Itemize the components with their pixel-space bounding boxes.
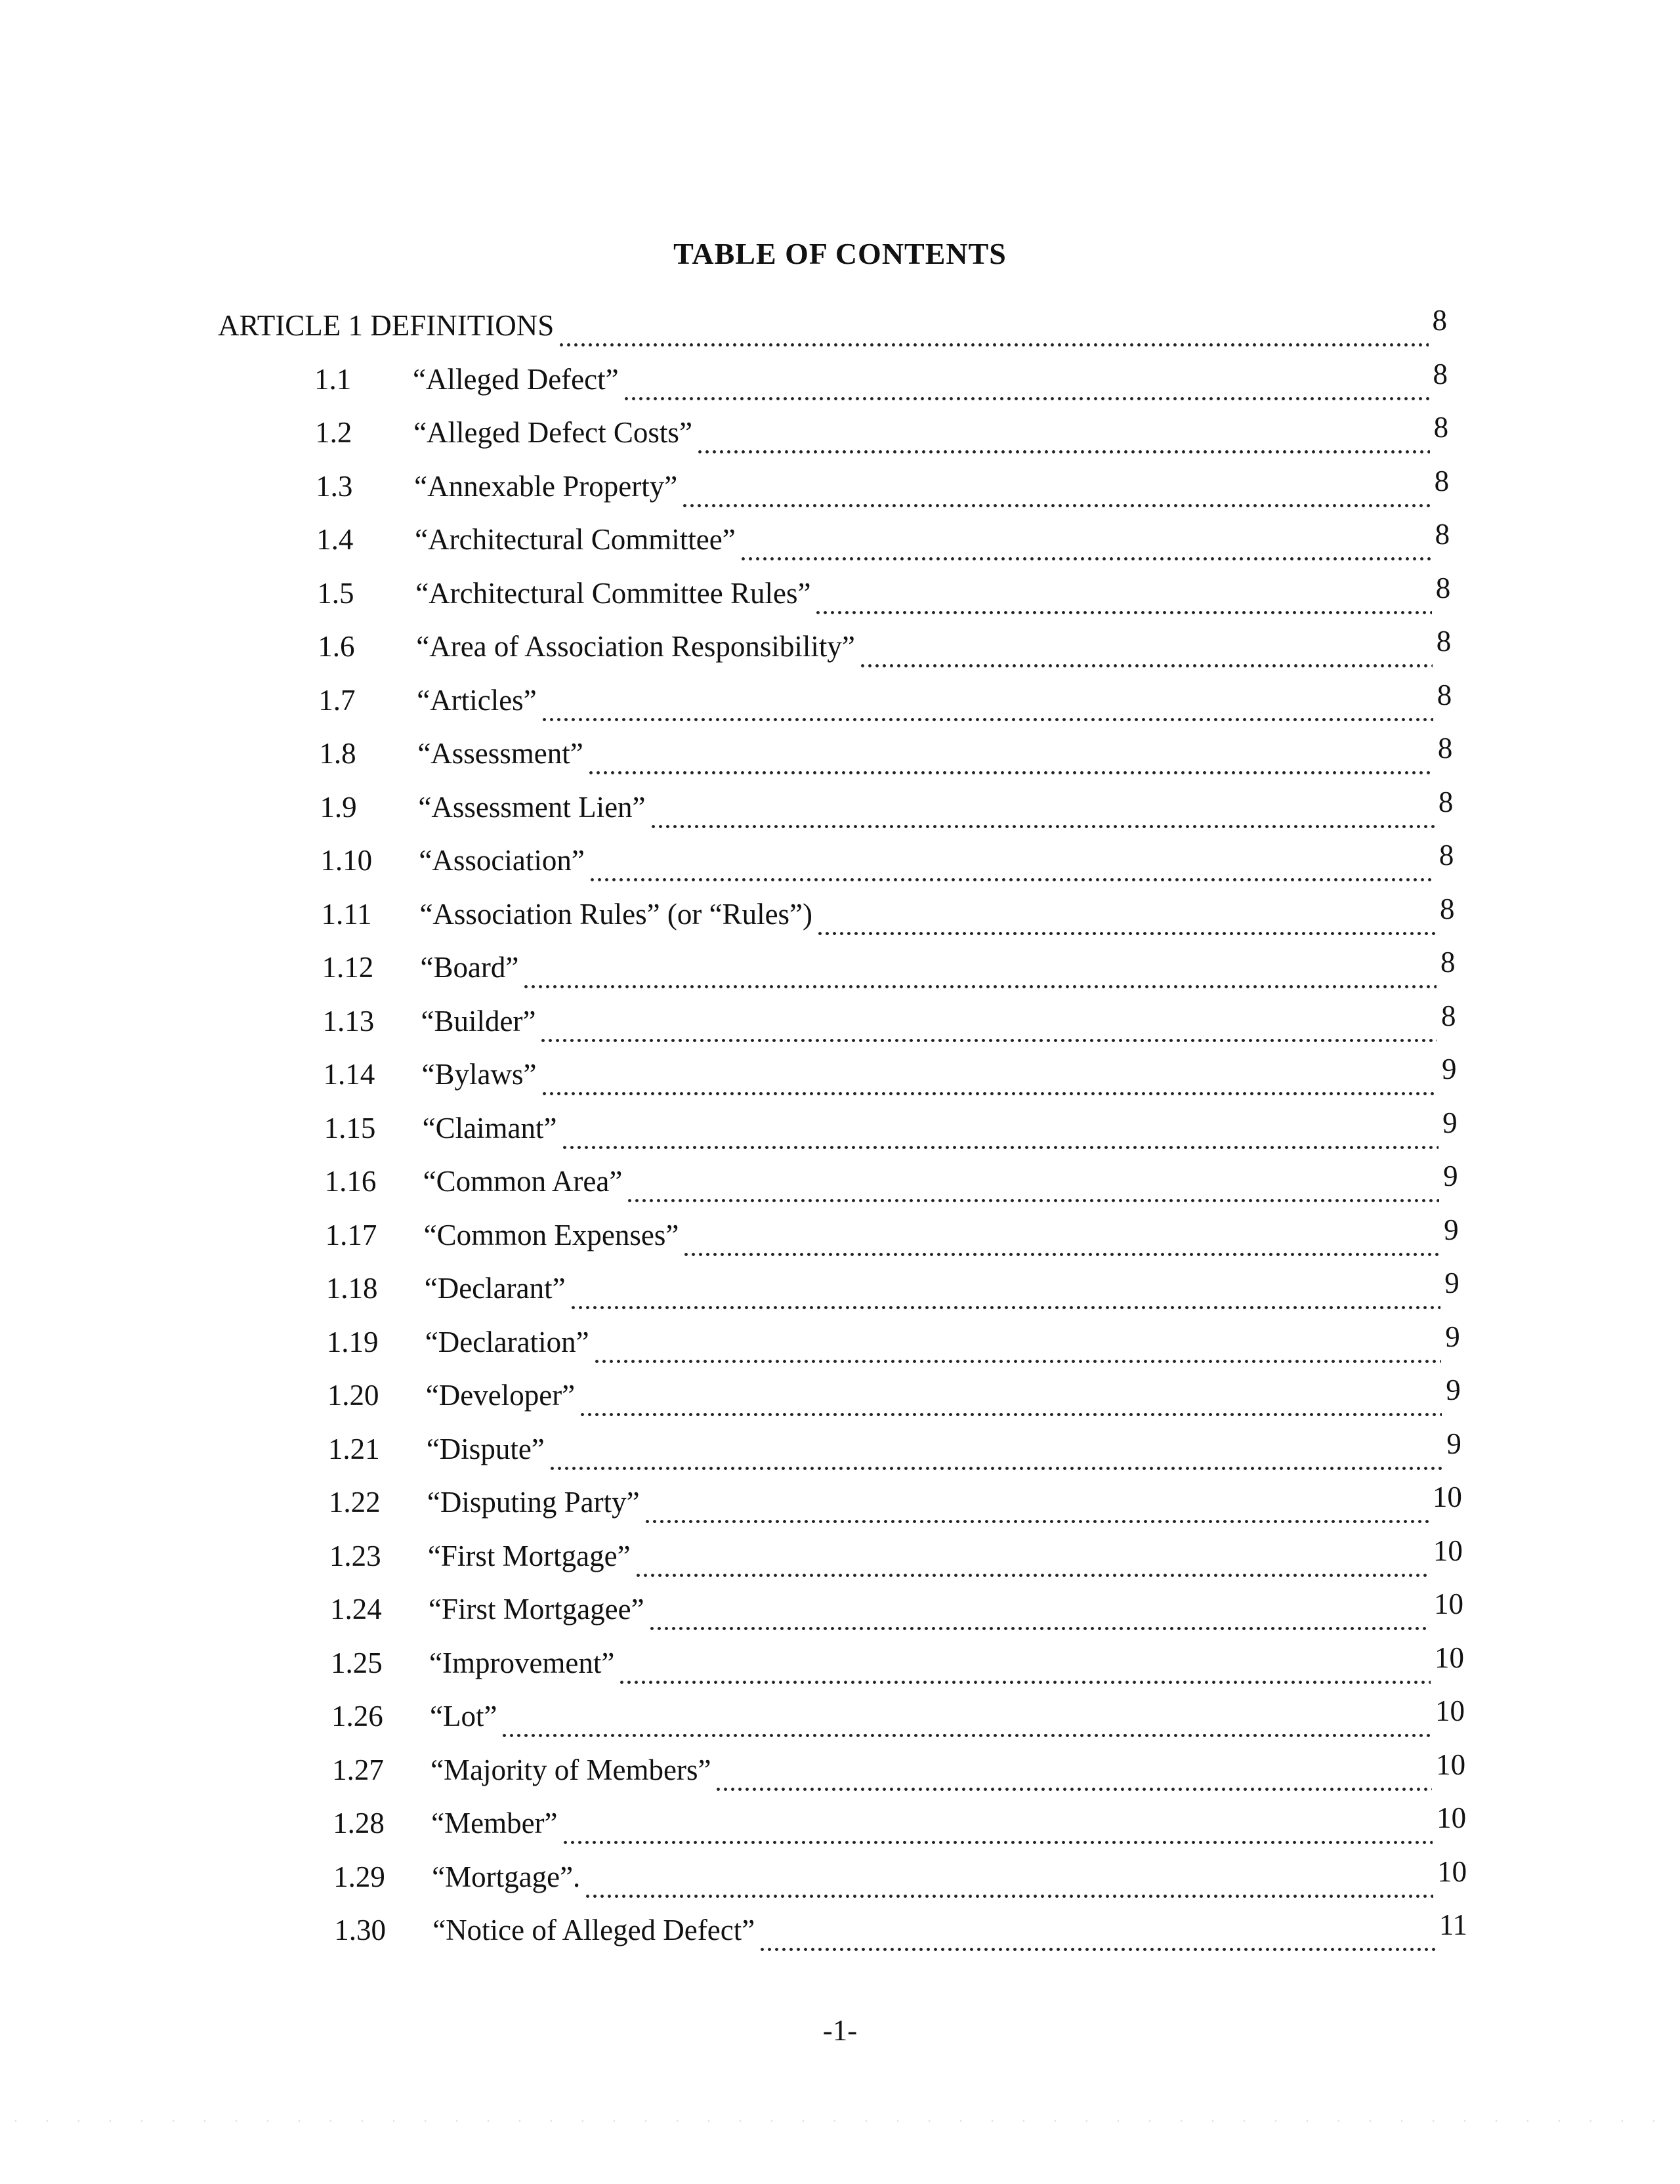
toc-entry-label: “Declaration” (425, 1325, 589, 1358)
toc-entry-label: “Alleged Defect Costs” (413, 416, 692, 449)
toc-page-number: 9 (1446, 1374, 1461, 1406)
toc-entry-label: “Alleged Defect” (413, 362, 619, 396)
toc-page-number: 8 (1435, 518, 1450, 551)
dot-leader (522, 963, 1437, 990)
toc-section-number: 1.24 (329, 1593, 382, 1626)
toc-section-number: 1.4 (316, 523, 354, 556)
toc-section-number: 1.28 (333, 1807, 385, 1839)
toc-page-number: 8 (1438, 785, 1454, 818)
dot-leader (696, 429, 1430, 455)
toc-page-number: 9 (1442, 1053, 1457, 1085)
toc-section-row (326, 1320, 1460, 1364)
toc-page-number: 9 (1443, 1160, 1458, 1192)
toc-section-row (333, 1855, 1467, 1899)
toc-page-number: 8 (1437, 678, 1452, 711)
toc-section-number: 1.10 (320, 844, 373, 877)
toc-section-number: 1.7 (318, 683, 356, 717)
toc-page-number: 8 (1436, 625, 1452, 658)
toc-entry-label: “Disputing Party” (427, 1486, 640, 1519)
toc-page-number: 9 (1445, 1320, 1460, 1353)
toc-page-number: 10 (1437, 1801, 1467, 1834)
dot-leader (814, 589, 1431, 616)
dot-leader (589, 856, 1435, 883)
toc-section-number: 1.26 (331, 1700, 383, 1732)
toc-section-number: 1.18 (326, 1272, 378, 1305)
dot-leader (816, 910, 1436, 936)
toc-entry-label: “Declarant” (424, 1272, 566, 1305)
dot-leader (570, 1284, 1441, 1311)
toc-page-number: 9 (1446, 1427, 1461, 1460)
toc-section-row (332, 1748, 1466, 1792)
toc-section-row (319, 732, 1453, 776)
toc-entry-label: “Bylaws” (421, 1058, 537, 1091)
toc-page-number: 8 (1434, 464, 1450, 497)
toc-entry-label: “Mortgage”. (432, 1860, 581, 1893)
toc-section-row (323, 1053, 1457, 1097)
toc-section-row (326, 1267, 1460, 1311)
toc-page-number: 10 (1433, 1587, 1463, 1620)
toc-page-number: 8 (1433, 357, 1448, 390)
toc-page-number: 10 (1436, 1748, 1466, 1781)
toc-section-number: 1.21 (327, 1432, 380, 1465)
toc-section-number: 1.11 (321, 897, 372, 931)
toc-section-number: 1.19 (326, 1325, 379, 1358)
toc-entry-label: “Builder” (421, 1004, 536, 1038)
toc-section-number: 1.14 (323, 1058, 375, 1091)
toc-section-row (329, 1534, 1463, 1578)
toc-page-number: 9 (1442, 1106, 1458, 1139)
toc-page-number: 9 (1444, 1267, 1460, 1299)
toc-page-number: 8 (1435, 571, 1451, 604)
toc-page-number: 8 (1432, 304, 1447, 337)
toc-page-number: 8 (1441, 999, 1456, 1032)
toc-section-number: 1.5 (317, 576, 354, 610)
toc-section-number: 1.20 (327, 1379, 379, 1412)
dot-leader (579, 1391, 1442, 1418)
toc-section-number: 1.13 (322, 1004, 375, 1038)
toc-section-row (328, 1480, 1462, 1524)
toc-page-number: 10 (1435, 1694, 1465, 1727)
dot-leader (644, 1498, 1429, 1524)
dot-leader (682, 1231, 1440, 1257)
toc-entry-label: “Improvement” (429, 1646, 615, 1679)
toc-entry-label: “Area of Association Responsibility” (416, 630, 855, 663)
toc-section-row (318, 678, 1452, 723)
toc-entry-label: “Architectural Committee” (415, 523, 736, 556)
toc-section-row (329, 1587, 1463, 1631)
toc-entry-label: “Dispute” (426, 1432, 545, 1465)
toc-section-number: 1.2 (315, 416, 352, 449)
toc-section-number: 1.25 (331, 1646, 383, 1679)
toc-section-row (316, 518, 1450, 562)
dot-leader (562, 1819, 1433, 1845)
toc-section-row (325, 1213, 1459, 1257)
toc-entry-label: “First Mortgagee” (428, 1593, 644, 1626)
toc-entry-label: “Common Expenses” (423, 1218, 679, 1251)
toc-entry-label: “Annexable Property” (414, 469, 678, 503)
toc-section-number: 1.17 (325, 1218, 377, 1251)
dot-leader (618, 1659, 1431, 1685)
dot-leader (740, 536, 1431, 562)
toc-section-row (324, 1160, 1458, 1204)
toc-page-number: 8 (1438, 839, 1454, 872)
toc-section-row (331, 1694, 1465, 1738)
toc-section-row (318, 625, 1452, 669)
toc-section-row (322, 999, 1456, 1043)
dot-leader (759, 1926, 1435, 1952)
toc-section-row (320, 839, 1454, 883)
dot-leader (587, 749, 1434, 776)
dot-leader (539, 1017, 1437, 1043)
toc-page-number: 11 (1438, 1908, 1468, 1941)
toc-entry-label: “Notice of Alleged Defect” (432, 1914, 755, 1946)
dot-leader (648, 1605, 1430, 1631)
toc-entry-label: “Majority of Members” (430, 1753, 711, 1786)
dot-leader (635, 1552, 1429, 1578)
toc-entry-label: “Architectural Committee Rules” (415, 576, 811, 610)
toc-section-number: 1.29 (333, 1860, 385, 1893)
toc-entry-label: “Assessment Lien” (418, 790, 646, 824)
page-number-footer: -1- (822, 2014, 858, 2047)
toc-entry-label: “Association Rules” (or “Rules”) (419, 897, 813, 931)
dot-leader (549, 1445, 1443, 1471)
dot-leader (715, 1766, 1432, 1792)
toc-section-row (324, 1106, 1458, 1150)
toc-section-number: 1.16 (324, 1165, 377, 1198)
dot-leader (558, 322, 1428, 348)
dot-leader (561, 1124, 1439, 1150)
toc-page-number: 10 (1433, 1534, 1463, 1567)
dot-leader (593, 1338, 1442, 1364)
toc-page-number: 8 (1437, 732, 1453, 765)
dot-leader (681, 482, 1430, 509)
toc-section-row (321, 892, 1455, 936)
toc-entry-label: “Lot” (430, 1700, 497, 1732)
toc-entry-label: “Developer” (425, 1379, 576, 1412)
toc-section-number: 1.22 (328, 1486, 381, 1519)
toc-page-number: 9 (1444, 1213, 1459, 1246)
dot-leader (584, 1873, 1433, 1899)
toc-section-number: 1.12 (322, 951, 374, 984)
toc-section-number: 1.15 (324, 1111, 376, 1144)
dot-leader (541, 1070, 1438, 1097)
toc-article-row (218, 304, 1447, 348)
toc-section-row (320, 785, 1454, 830)
dot-leader (501, 1712, 1431, 1738)
dot-leader (859, 642, 1433, 669)
toc-section-row (322, 946, 1456, 990)
toc-entry-label: “Articles” (417, 683, 537, 717)
toc-page-number: 10 (1435, 1641, 1464, 1674)
toc-section-number: 1.9 (320, 790, 357, 824)
toc-page-number: 10 (1432, 1480, 1462, 1513)
toc-section-row (315, 411, 1449, 455)
toc-section-row (333, 1801, 1467, 1845)
toc-section-number: 1.23 (329, 1539, 381, 1572)
page-title: TABLE OF CONTENTS (673, 237, 1007, 270)
toc-section-number: 1.8 (319, 737, 356, 770)
dot-leader (626, 1177, 1439, 1204)
dot-leader (541, 696, 1433, 723)
toc-section-number: 1.27 (332, 1753, 384, 1786)
toc-entry-label: “Member” (431, 1807, 558, 1839)
toc-entry-label: “First Mortgage” (427, 1539, 631, 1572)
toc-page-number: 10 (1437, 1855, 1467, 1888)
toc-entry-label: ARTICLE 1 DEFINITIONS (218, 309, 555, 342)
toc-section-row (331, 1641, 1464, 1685)
toc-section-row (314, 357, 1448, 402)
toc-section-number: 1.6 (318, 630, 355, 663)
dot-leader (650, 803, 1435, 830)
toc-page-number: 8 (1433, 411, 1449, 444)
toc-entry-label: “Assessment” (417, 737, 583, 770)
toc-entry-label: “Claimant” (422, 1111, 557, 1144)
toc-page-number: 8 (1439, 892, 1455, 925)
scan-artifact (0, 2120, 1680, 2122)
toc-entry-label: “Common Area” (423, 1165, 623, 1198)
toc-section-row (317, 571, 1451, 616)
toc-section-number: 1.30 (334, 1914, 386, 1946)
toc-section-number: 1.3 (316, 469, 353, 503)
toc-entry-label: “Board” (420, 951, 519, 984)
toc-section-row (316, 464, 1450, 509)
toc-section-number: 1.1 (314, 362, 352, 396)
toc-page-number: 8 (1440, 946, 1456, 978)
toc-entry-label: “Association” (419, 844, 585, 877)
toc-section-row (327, 1427, 1461, 1471)
toc-section-row (334, 1908, 1468, 1952)
dot-leader (623, 375, 1429, 402)
toc-section-row (327, 1374, 1461, 1418)
